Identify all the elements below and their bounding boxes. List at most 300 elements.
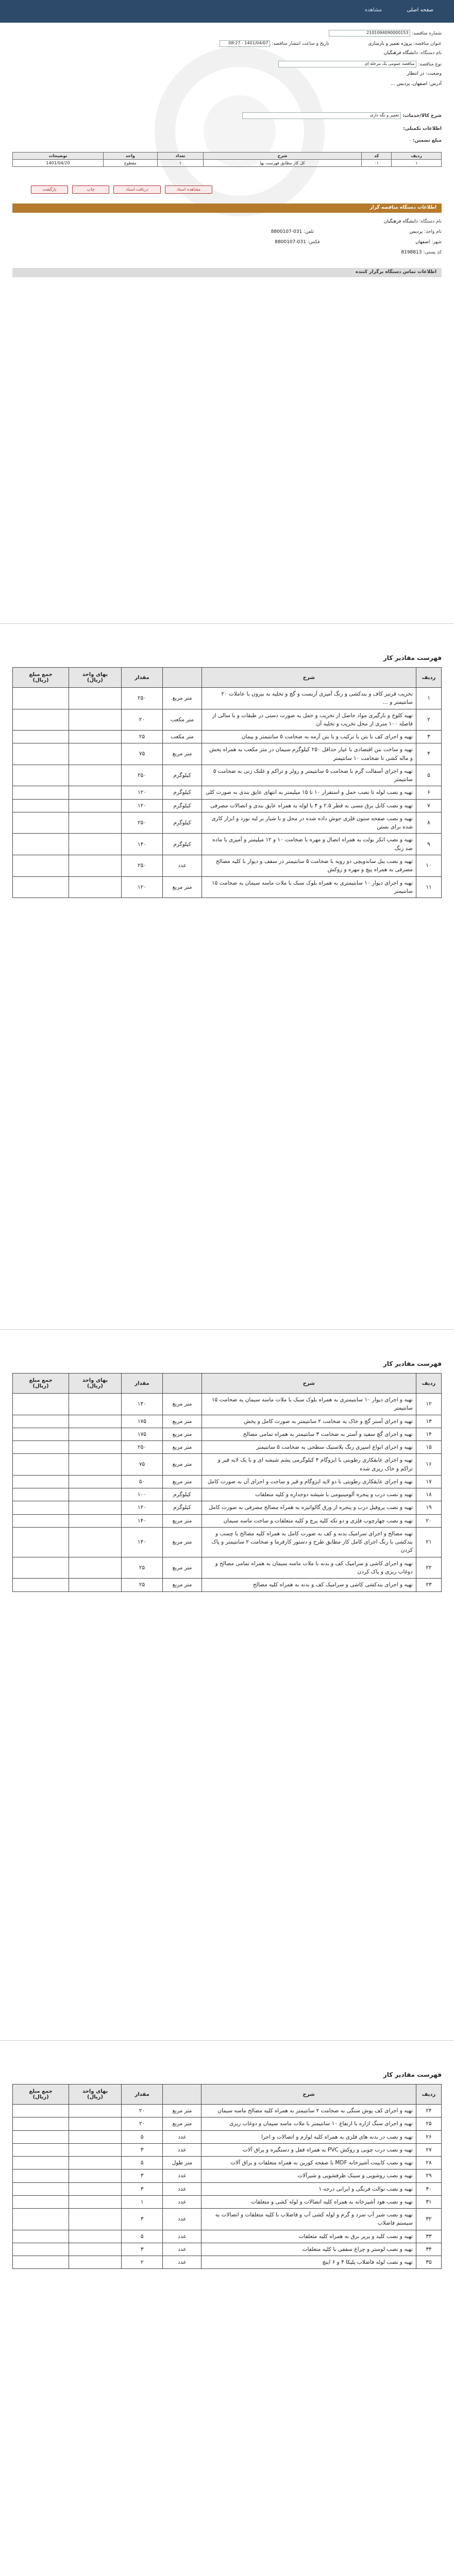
table-row xyxy=(13,2209,442,2230)
table-row xyxy=(13,688,442,709)
cell-empty xyxy=(13,876,69,898)
cell-no: ۹ xyxy=(416,834,441,855)
cell-no: ۱۵ xyxy=(416,1441,441,1454)
cell-qty: ۲۵ xyxy=(121,731,163,743)
summary-col-5: توضیحات xyxy=(13,152,104,160)
cell-empty xyxy=(69,688,122,709)
cell-qty: ۳ xyxy=(121,2143,163,2156)
cell-no: ۲۷ xyxy=(416,2143,441,2156)
cell-desc: تهیه و ساخت بتن اقتصادی با عیار حداقل ۲۵۰ کیلوگرم سیمان در متر مکعب به همراه پخش و ماله کشی تا ضخامت ۱۰ سانتیمتر xyxy=(201,743,416,765)
cell-desc: تهیه و نصب کلید و پریز برق به همراه کلیه متعلقات xyxy=(201,2230,416,2243)
cell-unit: متر مربع xyxy=(163,876,202,898)
cell-no: ۳۲ xyxy=(416,2209,441,2230)
cell-desc: تهیه و نصب کابل برق مسی به قطر ۲.۵ و ۴ با لوله به همراه عایق بندی و اتصالات مصرفی xyxy=(201,799,416,812)
table-row xyxy=(13,876,442,898)
org-fax-row: شهر: اصفهان فکس: 031-8800107 xyxy=(275,240,442,245)
cell-qty: ۳ xyxy=(121,2182,163,2195)
cell-qty: ۲۵۰ xyxy=(121,765,163,786)
cell-unit: متر مکعب xyxy=(163,709,202,731)
boq-page-title: فهرست مقادیر کار xyxy=(383,654,442,662)
guarantee-amount: ۰ xyxy=(409,138,412,143)
cell-empty xyxy=(69,834,122,855)
cell-empty xyxy=(69,876,122,898)
cell-qty: ۱۰۰ xyxy=(121,1488,163,1501)
cell-empty xyxy=(69,2143,122,2156)
cell-empty xyxy=(69,731,122,743)
cell-desc: تهیه و اجرای انواع اسپری رنگ پلاستیک سطحی به ضخامت ۵ سانتیمتر xyxy=(201,1441,416,1454)
boq-page-title: فهرست مقادیر کار xyxy=(383,2071,442,2078)
cell-unit: متر مربع xyxy=(163,1557,202,1579)
tender-address: آدرس: اصفهان، پردیس ... xyxy=(391,81,442,87)
cell-no: ۱۷ xyxy=(416,1475,441,1488)
cell-no: ۲۶ xyxy=(416,2130,441,2143)
cell-qty: ۳ xyxy=(121,2243,163,2256)
cell-empty xyxy=(69,2182,122,2195)
cell-qty: ۱۴۰ xyxy=(121,1527,163,1557)
cell-no: ۳۴ xyxy=(416,2243,441,2256)
boq-header-qty: مقدار xyxy=(121,2084,163,2105)
cell-unit: متر مربع xyxy=(163,1579,202,1591)
cell-desc: تهیه و نصب پروفیل درب و پنجره از ورق گالوانیزه به همراه مصالح مصرفی به صورت کامل xyxy=(201,1501,416,1514)
cell-unit: متر مربع xyxy=(163,1394,202,1415)
cell-no: ۲۰ xyxy=(416,1514,441,1527)
boq-header-total: جمع مبلغ (ریال) xyxy=(13,1374,69,1394)
cell-qty: ۲۵ xyxy=(121,1579,163,1591)
cell-empty xyxy=(13,855,69,876)
download-docs-button[interactable]: دریافت اسناد xyxy=(113,185,161,194)
cell-empty xyxy=(13,2195,69,2208)
cell-qty: ۱ xyxy=(121,2195,163,2208)
breadcrumb-home[interactable]: صفحه اصلی xyxy=(407,7,433,13)
boq-table xyxy=(12,1373,442,1592)
cell-empty xyxy=(69,2230,122,2243)
cell-empty xyxy=(13,786,69,799)
table-row xyxy=(13,1557,442,1579)
boq-table xyxy=(12,667,442,898)
table-row xyxy=(13,731,442,743)
cell-unit: عدد xyxy=(163,2243,201,2256)
cell-empty xyxy=(69,2130,122,2143)
table-row xyxy=(13,1394,442,1415)
table-row xyxy=(13,2143,442,2156)
cell-empty xyxy=(13,2243,69,2256)
summary-col-0: ردیف xyxy=(392,152,442,160)
cell-desc: تهیه و اجرای دیوار ۱۰ سانتیمتری به همراه بلوک سبک با ملات ماسه سیمان به ضخامت ۱۵ سانتیمتر xyxy=(201,1394,416,1415)
breadcrumb-current: مشاهده xyxy=(364,7,382,13)
top-header-bar xyxy=(0,0,454,23)
field-desc: شرح کالا/خدمات: تعمیر و نگه داری xyxy=(242,112,442,121)
cell-unit: عدد xyxy=(163,2195,201,2208)
table-row xyxy=(13,2105,442,2117)
cell-qty: ۲۵۰ xyxy=(121,855,163,876)
view-docs-button[interactable]: مشاهده اسناد xyxy=(165,185,212,194)
boq-header-total: جمع مبلغ (ریال) xyxy=(13,2084,69,2105)
page-divider xyxy=(0,623,454,624)
cell-no: ۵ xyxy=(416,765,441,786)
cell-desc: تهیه و نصب لوله تا نصب حمل و استقرار ۱۰ تا ۱۵ میلیمتر به انتهای عایق بندی به صورت کلی xyxy=(201,786,416,799)
cell-desc: تهیه و اجرای گچ سفید و آستر به ضخامت ۳ سانتیمتر به همراه تمامی مصالح xyxy=(201,1428,416,1440)
org-name: دانشگاه فرهنگیان xyxy=(383,50,418,56)
cell-desc: تهیه و نصب انکر بولت به همراه اتصال و مهره با ضخامت ۱۰ و ۱۲ میلیمتر و آمیزی با ماده ضد زنگ xyxy=(201,834,416,855)
table-row xyxy=(13,2195,442,2208)
cell-unit: عدد xyxy=(163,2256,201,2269)
cell-empty xyxy=(13,1527,69,1557)
cell-empty xyxy=(13,1415,69,1428)
cell-desc: تهیه و نصب درب چوبی و روکش PVC به همراه قفل و دستگیره و پراق آلات xyxy=(201,2143,416,2156)
table-row xyxy=(13,786,442,799)
cell-desc: تهیه و اجرای بندکشی کاشی و سرامیک کف و بدنه به همراه کلیه مصالح xyxy=(201,1579,416,1591)
cell-empty xyxy=(69,765,122,786)
cell-no: ۳۰ xyxy=(416,2182,441,2195)
print-button[interactable]: چاپ xyxy=(72,185,109,194)
table-row xyxy=(13,2243,442,2256)
cell-empty xyxy=(13,2182,69,2195)
cell-unit: متر مربع xyxy=(163,1514,202,1527)
field-guarantee: مبلغ تضمین: ۰ xyxy=(409,138,442,143)
cell-desc: تهیه و نصب چهارچوب فلزی و دو تکه کلیه پرچ و کلیه متعلقات و ساخت ماسه سیمان xyxy=(201,1514,416,1527)
cell-unit: کیلوگرم xyxy=(163,799,202,812)
tender-status: در انتظار xyxy=(407,71,425,76)
publish-date: 1401/04/07 - 08:27 xyxy=(220,40,270,47)
cell-empty xyxy=(69,1441,122,1454)
cell-empty xyxy=(13,2143,69,2156)
table-row xyxy=(13,1415,442,1428)
cell-desc: تهیه و اجرای عایقکاری رطوبتی با دو لایه ایزوگام و قیر و ساخت و اجرای آن به صورت کامل xyxy=(201,1475,416,1488)
table-row xyxy=(13,1514,442,1527)
cell-empty xyxy=(69,2157,122,2170)
cell-empty xyxy=(13,834,69,855)
cell-empty xyxy=(13,2157,69,2170)
cell-no: ۳۵ xyxy=(416,2256,441,2269)
boq-table xyxy=(12,2084,442,2269)
cell-empty xyxy=(69,1394,122,1415)
cell-unit: متر مربع xyxy=(163,1527,202,1557)
cell-empty xyxy=(69,1557,122,1579)
table-row xyxy=(13,743,442,765)
cell-empty xyxy=(13,1501,69,1514)
address-row xyxy=(391,81,442,90)
cell-desc: تهیه و نصب لوستر و چراغ سقفی با کلیه متعلقات xyxy=(201,2243,416,2256)
cell-desc: تهیه و اجرای دیوار ۱۰ سانتیمتری به همراه بلوک سبک با ملات ماسه سیمان به ضخامت ۱۵ سانتیمتر xyxy=(201,876,416,898)
boq-header-unit-price: بهای واحد (ریال) xyxy=(69,668,122,688)
cell-no: ۱۸ xyxy=(416,1488,441,1501)
cell-no: ۲۵ xyxy=(416,2117,441,2130)
cell-qty: ۲۰ xyxy=(121,709,163,731)
table-row xyxy=(13,1475,442,1488)
cell-desc: تهیه و نصب پنل ساندویچی دو رویه با ضخامت ۵ سانتیمتر در سقف و دیوار با کلیه مصالح مصرفی به همراه پیچ و مهره و روکش xyxy=(201,855,416,876)
cell-empty xyxy=(69,1501,122,1514)
cell-no: ۳ xyxy=(416,731,441,743)
cell-empty xyxy=(69,709,122,731)
cell-empty xyxy=(69,2195,122,2208)
cell-no: ۲۹ xyxy=(416,2170,441,2182)
cell-no: ۲۴ xyxy=(416,2105,441,2117)
cell-empty xyxy=(69,799,122,812)
cell-qty: ۱۴۰ xyxy=(121,1514,163,1527)
org-name-row: نام دستگاه: دانشگاه فرهنگیان xyxy=(383,219,442,224)
cell-desc: تهیه و نصب هود آشپزخانه به همراه کلیه اتصالات و لوله کشی و متعلقات xyxy=(201,2195,416,2208)
cell-desc: تهیه مصالح و اجرای سرامیک بدنه و کف به صورت کامل به همراه کلیه مصالح با چسب و بندکشی با رنگ اجرای کامل کار مطابق طرح و دستور کارفرما و ضخامت ۲ سانتیمتر و پاک کردن xyxy=(201,1527,416,1557)
cell-no: ۲۲ xyxy=(416,1557,441,1579)
cell-qty: ۲۰ xyxy=(121,2105,163,2117)
cell-empty xyxy=(69,1488,122,1501)
table-row xyxy=(13,855,442,876)
cell-no: ۲۳ xyxy=(416,1579,441,1591)
cell-qty: ۲۵۰ xyxy=(121,812,163,834)
boq-header-qty: مقدار xyxy=(121,1374,163,1394)
cell-empty xyxy=(13,1454,69,1476)
boq-header-desc: شرح xyxy=(201,2084,416,2105)
cell-empty xyxy=(13,1579,69,1591)
summary-col-1: کد xyxy=(362,152,392,160)
cell-qty: ۵ xyxy=(121,2157,163,2170)
cell-empty xyxy=(69,2117,122,2130)
cell-unit: عدد xyxy=(163,2209,201,2230)
cell-empty xyxy=(69,1579,122,1591)
cell-unit: عدد xyxy=(163,2230,201,2243)
cell-empty xyxy=(13,1475,69,1488)
cell-qty: ۲۰ xyxy=(121,2117,163,2130)
cell-empty xyxy=(69,743,122,765)
cell-desc: تهیه و نصب روشویی و سینک ظرفشویی و شیرآلات xyxy=(201,2170,416,2182)
cell-unit: کیلوگرم xyxy=(163,834,202,855)
tender-type: مناقصه عمومی یک مرحله ای xyxy=(278,61,416,67)
table-row xyxy=(13,1501,442,1514)
boq-header-row: ردیف xyxy=(416,668,441,688)
cell-no: ۱۶ xyxy=(416,1454,441,1476)
cell-unit: متر مربع xyxy=(163,1454,202,1476)
cell-desc: تهیه و نصب درب و پنجره آلومینیومی با شیشه دوجداره و کلیه متعلقات xyxy=(201,1488,416,1501)
cell-no: ۲۱ xyxy=(416,1527,441,1557)
back-button[interactable]: بازگشت xyxy=(31,185,68,194)
cell-desc: تهیه و اجرای کف با بتن با ترکیب و یا بتن آرمه به ضخامت ۵ سانتیمتر و پیمان xyxy=(201,731,416,743)
cell-empty xyxy=(13,1557,69,1579)
boq-header-unit xyxy=(163,1374,202,1394)
boq-header-qty: مقدار xyxy=(121,668,163,688)
boq-header-unit-price: بهای واحد (ریال) xyxy=(69,2084,122,2105)
cell-unit: متر مربع xyxy=(163,1415,202,1428)
cell-unit: متر مربع xyxy=(163,2105,201,2117)
cell-qty: ۵ xyxy=(121,2130,163,2143)
cell-empty xyxy=(13,688,69,709)
table-row xyxy=(13,2182,442,2195)
cell-empty xyxy=(69,1415,122,1428)
cell-empty xyxy=(69,1428,122,1440)
cell-desc: تهیه و نصب کابینت آشپزخانه MDF با صفحه کورین به همراه متعلقات و یراق آلات xyxy=(201,2157,416,2170)
cell-qty: ۷۵ xyxy=(121,743,163,765)
cell-empty xyxy=(13,1488,69,1501)
cell-empty xyxy=(13,2117,69,2130)
table-row xyxy=(13,1527,442,1557)
cell-unit: عدد xyxy=(163,2130,201,2143)
summary-table xyxy=(12,152,442,167)
cell-no: ۲۸ xyxy=(416,2157,441,2170)
cell-no: ۱۹ xyxy=(416,1501,441,1514)
boq-header-unit xyxy=(163,2084,201,2105)
cell-empty xyxy=(13,799,69,812)
cell-unit: کیلوگرم xyxy=(163,812,202,834)
cell-empty xyxy=(13,2130,69,2143)
cell-desc: تهیه و نصب توالت فرنگی و ایرانی درجه ۱ xyxy=(201,2182,416,2195)
cell-unit: متر مربع xyxy=(163,743,202,765)
boq-page-title: فهرست مقادیر کار xyxy=(383,1360,442,1367)
cell-unit: متر مربع xyxy=(163,1475,202,1488)
cell-unit: عدد xyxy=(163,855,202,876)
field-extra: اطلاعات تکمیلی: xyxy=(403,126,442,131)
boq-header-desc: شرح xyxy=(201,1374,416,1394)
contact-banner: اطلاعات تماس دستگاه برگزار کننده xyxy=(12,268,442,277)
cell-empty xyxy=(13,743,69,765)
status-row: وضعیت: در انتظار xyxy=(407,71,442,76)
cell-empty xyxy=(69,1527,122,1557)
table-row: ۱ ۰۱ کل کار مطابق فهرست بها ۱ مقطوع 1401/04/20 xyxy=(13,160,442,167)
cell-empty xyxy=(13,765,69,786)
cell-desc: تهیه و اجرای سنگ ازاره با ارتفاع ۱۰ سانتیمتر با ملات ماسه سیمان و دوغاب ریزی xyxy=(201,2117,416,2130)
cell-no: ۲ xyxy=(416,709,441,731)
cell-unit: متر مربع xyxy=(163,688,202,709)
boq-header-unit-price: بهای واحد (ریال) xyxy=(69,1374,122,1394)
cell-empty xyxy=(13,2105,69,2117)
cell-desc: تهیه و نصب صفحه ستون فلزی جوش داده شده در محل و با شیار بر لبه نورد و ابزار کاری شده برای بستن xyxy=(201,812,416,834)
cell-empty xyxy=(69,812,122,834)
cell-qty: ۲ xyxy=(121,2256,163,2269)
tender-number-row: شماره مناقصه: 2101094090000153 xyxy=(329,30,442,38)
table-row xyxy=(13,1579,442,1591)
cell-no: ۸ xyxy=(416,812,441,834)
cell-desc: تهیه و نصب لوله فاضلاب پلیکا ۴ و ۶ اینچ xyxy=(201,2256,416,2269)
cell-qty: ۱۴۰ xyxy=(121,834,163,855)
cell-qty: ۲۵۰ xyxy=(121,688,163,709)
cell-empty xyxy=(13,2256,69,2269)
cell-empty xyxy=(69,1454,122,1476)
cell-qty: ۲۵۰ xyxy=(121,1441,163,1454)
cell-desc: تهیه و نصب در بدنه های فلزی به همراه کلیه لوازم و اتصالات و اجرا xyxy=(201,2130,416,2143)
table-row xyxy=(13,2256,442,2269)
cell-unit: کیلوگرم xyxy=(163,765,202,786)
cell-empty xyxy=(69,855,122,876)
cell-unit: متر مربع xyxy=(163,1441,202,1454)
table-row xyxy=(13,1441,442,1454)
cell-no: ۴ xyxy=(416,743,441,765)
cell-no: ۶ xyxy=(416,786,441,799)
cell-desc: تهیه و اجرای کف پوش سنگی به ضخامت ۲ سانتیمتر به همراه کلیه مصالح ماسه سیمان xyxy=(201,2105,416,2117)
table-row xyxy=(13,2230,442,2243)
boq-header-unit xyxy=(163,668,202,688)
cell-desc: تهیه و اجرای کاشی و سرامیک کف و بدنه با ملات ماسه سیمان به همراه تمامی مصالح و دوغاب ریزی و پاک کردن xyxy=(201,1557,416,1579)
cell-no: ۳۳ xyxy=(416,2230,441,2243)
cell-no: ۱ xyxy=(416,688,441,709)
cell-empty xyxy=(13,812,69,834)
table-row xyxy=(13,1488,442,1501)
page-divider xyxy=(0,1329,454,1330)
cell-empty xyxy=(13,1428,69,1440)
summary-col-3: تعداد xyxy=(157,152,203,160)
type-row: نوع مناقصه: مناقصه عمومی یک مرحله ای xyxy=(278,61,442,69)
cell-desc: تهیه و اجرای عایقکاری رطوبتی با ایزوگام ۴ کیلوگرمی پشم شیشه ای و با یک لایه قیر و تراکم و خاک ریزی شده xyxy=(201,1454,416,1476)
cell-no: ۱۰ xyxy=(416,855,441,876)
cell-empty xyxy=(13,731,69,743)
summary-col-4: واحد xyxy=(103,152,157,160)
org-banner: اطلاعات دستگاه مناقصه گزار xyxy=(12,204,442,213)
cell-unit: متر مکعب xyxy=(163,731,202,743)
table-row xyxy=(13,2157,442,2170)
cell-empty xyxy=(13,2209,69,2230)
cell-unit: عدد xyxy=(163,2170,201,2182)
cell-qty: ۱۴۰ xyxy=(121,1394,163,1415)
boq-header-row: ردیف xyxy=(416,2084,441,2105)
cell-qty: ۳ xyxy=(121,2209,163,2230)
cell-desc: تهیه کلوخ و بارگیری مواد حاصل از تخریب و حمل به صورت دستی در طبقات و با سالی از فاصله ۱۰۰ متری از محل تخریب و تخلیه آن xyxy=(201,709,416,731)
cell-no: ۳۱ xyxy=(416,2195,441,2208)
cell-desc: تهیه و اجرای آستر گچ و خاک به ضخامت ۲ سانتیمتر به صورت کامل و پخش xyxy=(201,1415,416,1428)
cell-empty xyxy=(69,1475,122,1488)
table-row xyxy=(13,709,442,731)
page-divider xyxy=(0,2040,454,2041)
cell-empty xyxy=(69,2256,122,2269)
cell-qty: ۷۵ xyxy=(121,1454,163,1476)
cell-unit: عدد xyxy=(163,2182,201,2195)
cell-empty xyxy=(69,2105,122,2117)
cell-empty xyxy=(13,2170,69,2182)
cell-unit: عدد xyxy=(163,2143,201,2156)
table-row xyxy=(13,2170,442,2182)
cell-no: ۱۱ xyxy=(416,876,441,898)
cell-qty: ۱۷۵ xyxy=(121,1428,163,1440)
table-row xyxy=(13,1454,442,1476)
cell-qty: ۵۰ xyxy=(121,1475,163,1488)
cell-qty: ۱۲۰ xyxy=(121,876,163,898)
cell-empty xyxy=(69,2170,122,2182)
tender-number: 2101094090000153 xyxy=(329,30,410,37)
cell-empty xyxy=(13,2230,69,2243)
boq-header-total: جمع مبلغ (ریال) xyxy=(13,668,69,688)
org-unit-row: نام واحد: پردیس تلفن: 031-8800107 xyxy=(271,229,442,234)
table-row xyxy=(13,765,442,786)
summary-col-2: شرح xyxy=(204,152,362,160)
cell-unit: متر مربع xyxy=(163,1428,202,1440)
org-row: نام دستگاه: دانشگاه فرهنگیان xyxy=(383,50,442,56)
cell-unit: کیلوگرم xyxy=(163,1501,202,1514)
cell-qty: ۵ xyxy=(121,2230,163,2243)
table-row xyxy=(13,1428,442,1440)
cell-empty xyxy=(69,786,122,799)
goods-desc: تعمیر و نگه داری xyxy=(242,112,401,119)
boq-header-row: ردیف xyxy=(416,1374,441,1394)
cell-empty xyxy=(13,709,69,731)
cell-no: ۷ xyxy=(416,799,441,812)
cell-desc: تخریب قرنیز کاف و بندکشی و رنگ آمیزی آزبست و گچ و تخلیه به بیرون با عاملات ۲۰ سانتیمتر و ... xyxy=(201,688,416,709)
cell-no: ۱۳ xyxy=(416,1415,441,1428)
cell-qty: ۱۲۰ xyxy=(121,1501,163,1514)
cell-unit: کیلوگرم xyxy=(163,1488,202,1501)
cell-empty xyxy=(13,1394,69,1415)
cell-desc: تهیه و نصب شیر آب سرد و گرم و لوله کشی آب و فاضلاب با کلیه متعلقات و اتصالات به سیستم فاضلاب xyxy=(201,2209,416,2230)
org-postal-row: کد پستی: 8198813 xyxy=(401,250,442,255)
cell-desc: تهیه و اجرای آسفالت گرم با ضخامت ۵ سانتیمتر و رولر و تراکم و غلتک زنی به ضخامت ۵ سانتیمتر xyxy=(201,765,416,786)
cell-qty: ۱۲۰ xyxy=(121,786,163,799)
cell-no: ۱۴ xyxy=(416,1428,441,1440)
cell-empty xyxy=(13,1441,69,1454)
cell-unit: متر مربع xyxy=(163,2117,201,2130)
cell-empty xyxy=(69,1514,122,1527)
cell-qty: ۱۷۵ xyxy=(121,1415,163,1428)
cell-qty: ۱۲۰ xyxy=(121,799,163,812)
boq-header-desc: شرح xyxy=(201,668,416,688)
table-row xyxy=(13,834,442,855)
cell-no: ۱۲ xyxy=(416,1394,441,1415)
table-row xyxy=(13,799,442,812)
cell-empty xyxy=(69,2243,122,2256)
